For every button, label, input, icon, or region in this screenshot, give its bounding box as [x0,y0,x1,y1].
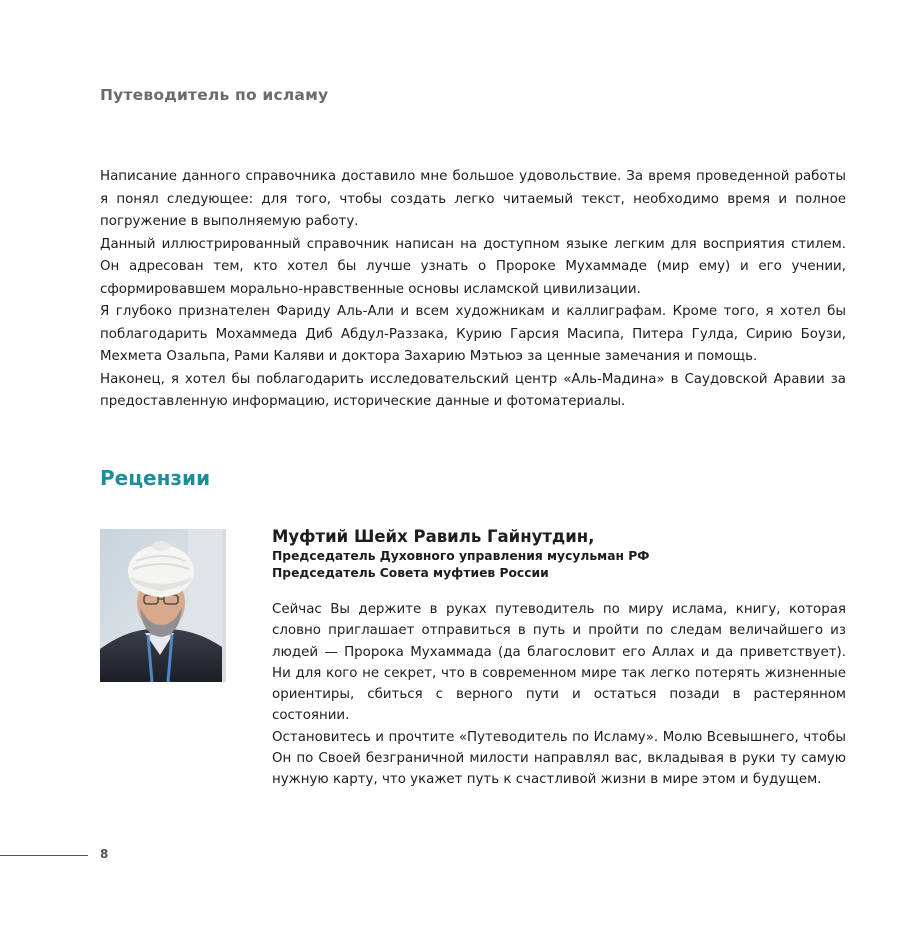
reviewer-name: Муфтий Шейх Равиль Гайнутдин, [272,527,595,546]
section-title-reviews: Рецензии [100,466,211,490]
reviewer-position-2: Председатель Совета муфтиев России [272,566,549,580]
intro-text [100,166,846,414]
reviewer-photo [100,529,226,682]
intro-paragraph-1: Написание данного справочника доставило мне большое удовольствие. За время проведенной работы я понял следующее: для того, чтобы создать легко читаемый текст, необходимо время и полное погружение в выполняемую работу. [100,169,846,229]
review-paragraph-1: Сейчас Вы держите в руках путеводитель по миру ислама, книгу, которая словно приглашает отправиться в путь и пройти по следам величайшего из людей — Пророка Мухаммада (да благословит его Аллах и да приветствует). Ни для кого не секрет, что в современном мире так легко потерять жизненные ориентиры, сбиться с верного пути и остаться позади в растерянном состоянии. [272,602,846,724]
review-paragraph-2: Остановитесь и прочтите «Путеводитель по Исламу». Молю Всевышнего, чтобы Он по Своей безграничной милости направлял вас, вкладывая в руки ту самую нужную карту, что укажет путь к счастливой жизни в мире этом и будущем. [272,729,846,788]
intro-paragraph-2: Данный иллюстрированный справочник написан на доступном языке легким для восприятия стилем. Он адресован тем, кто хотел бы лучше узнать о Пророке Мухаммаде (мир ему) и его учении, сформировавшем морально-нравственные основы исламской цивилизации. [100,236,846,297]
intro-paragraph-3: Я глубоко признателен Фариду Аль-Али и всем художникам и каллиграфам. Кроме того, я хотел бы поблагодарить Мохаммеда Диб Абдул-Раззака, Курию Гарсия Масипа, Питера Гулда, Сирию Боузи, Мехмета Озальпа, Рами Каляви и доктора Захарию Мэтьюэ за ценные замечания и помощь. [100,304,846,364]
running-header: Путеводитель по исламу [100,86,329,104]
intro-paragraph-4: Наконец, я хотел бы поблагодарить исследовательский центр «Аль-Мадина» в Саудовской Аравии за предоставленную информацию, исторические данные и фотоматериалы. [100,371,846,409]
page-number: 8 [100,847,109,861]
reviewer-position-1: Председатель Духовного управления мусульман РФ [272,549,650,563]
review-block [272,526,846,791]
review-text [272,599,846,791]
footer-rule [0,855,88,856]
